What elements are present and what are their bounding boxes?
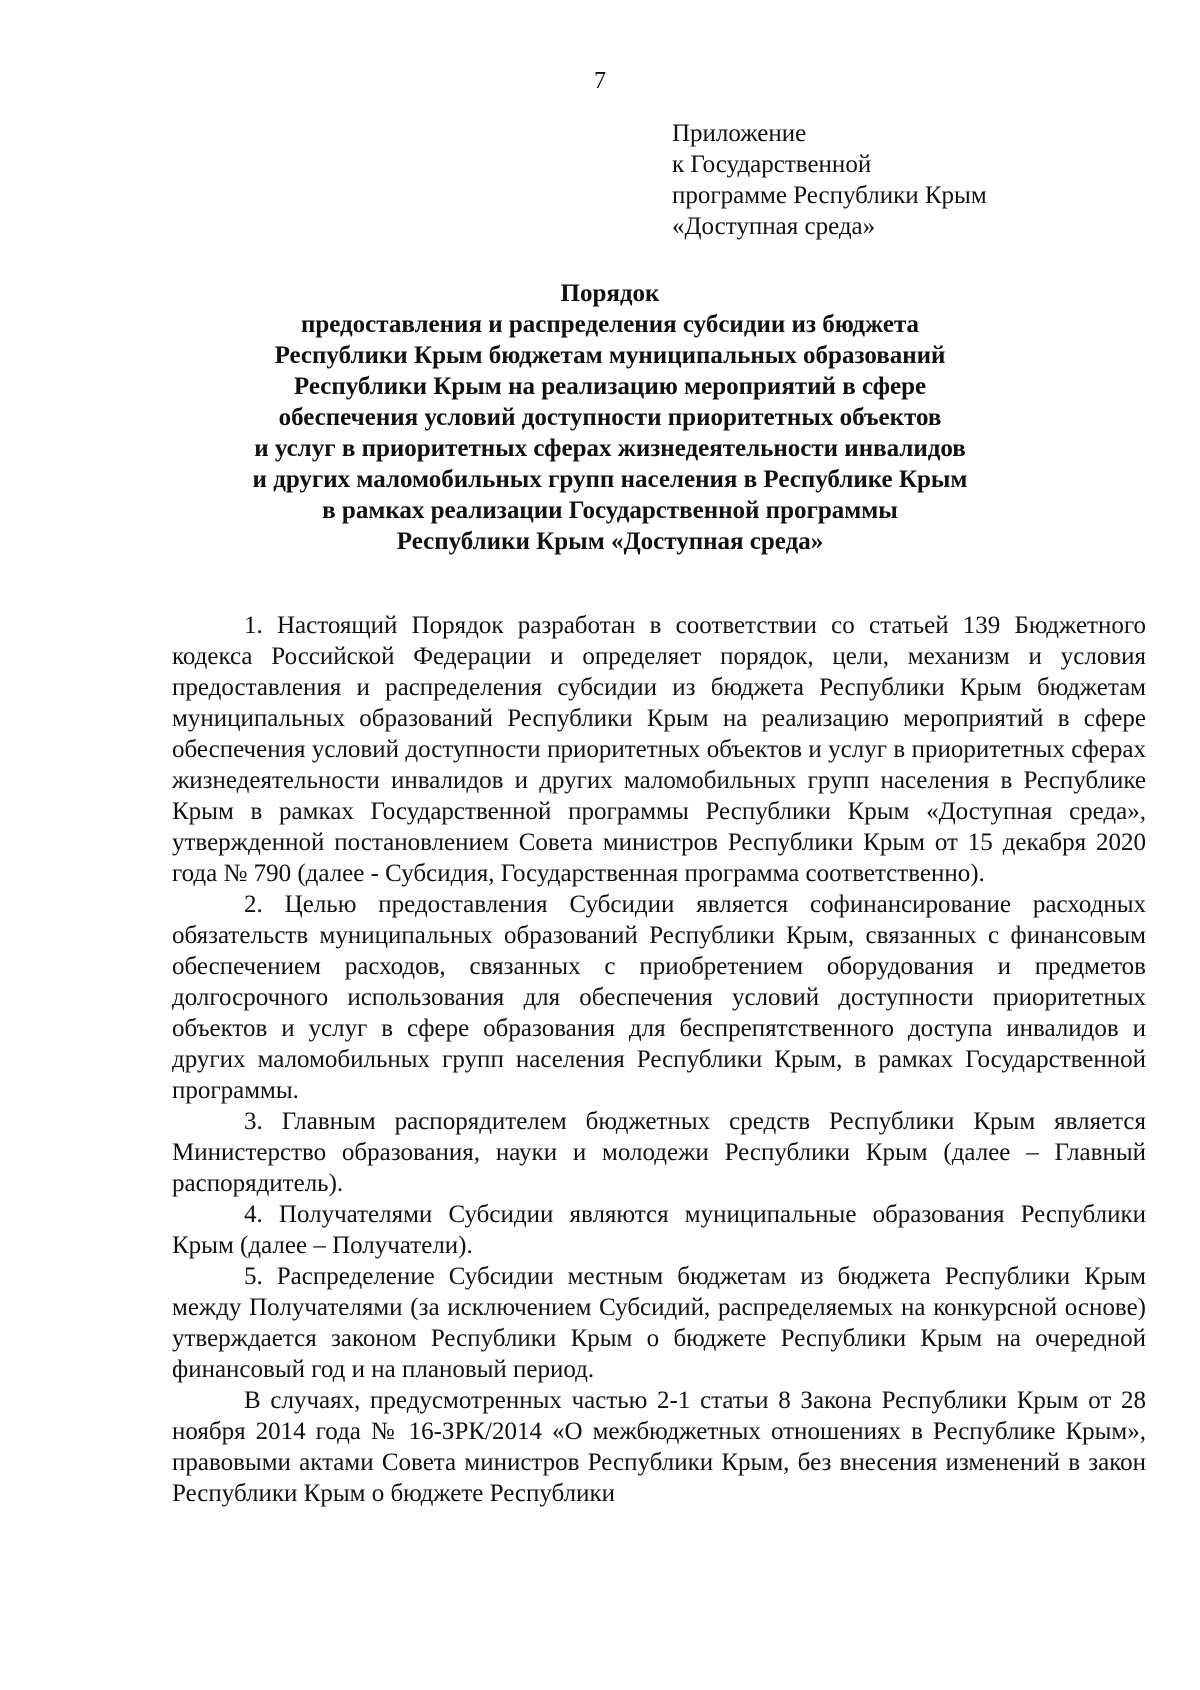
title-line: Республики Крым бюджетам муниципальных образований bbox=[274, 342, 946, 369]
title-heading: Порядок bbox=[560, 280, 660, 307]
title-line: и других маломобильных групп населения в Республике Крым bbox=[252, 466, 968, 493]
title-line: предоставления и распределения субсидии из бюджета bbox=[300, 311, 920, 338]
paragraph-5: 5. Распределение Субсидии местным бюджетам из бюджета Республики Крым между Получателями (за исключением Субсидий, распределяемых на конкурсной основе) утверждается законом Республики Крым о бюджете Республики Крым на очередной финансовый год и на плановый период. bbox=[172, 1263, 1146, 1383]
title-line: обеспечения условий доступности приоритетных объектов bbox=[278, 404, 942, 431]
title-line: Республики Крым «Доступная среда» bbox=[396, 528, 824, 555]
appendix-line: программе Республики Крым bbox=[672, 182, 987, 209]
title-line: Республики Крым на реализацию мероприятий в сфере bbox=[293, 373, 927, 400]
title-line: и услуг в приоритетных сферах жизнедеятельности инвалидов bbox=[254, 435, 966, 462]
paragraph-3: 3. Главным распорядителем бюджетных средств Республики Крым является Министерство образования, науки и молодежи Республики Крым (далее – Главный распорядитель). bbox=[172, 1108, 1146, 1197]
page-number: 7 bbox=[594, 68, 606, 94]
appendix-line: Приложение bbox=[672, 120, 807, 147]
appendix-line: «Доступная среда» bbox=[672, 213, 876, 240]
paragraph-2: 2. Целью предоставления Субсидии является софинансирование расходных обязательств муниципальных образований Республики Крым, связанных с финансовым обеспечением расходов, связанных с приобретением оборудования и предметов долгосрочного использования для обеспечения условий доступности приоритетных объектов и услуг в сфере образования для беспрепятственного доступа инвалидов и других маломобильных групп населения Республики Крым, в рамках Государственной программы. bbox=[172, 891, 1146, 1104]
document-body bbox=[172, 610, 1146, 1509]
paragraph-1: 1. Настоящий Порядок разработан в соответствии со статьей 139 Бюджетного кодекса Российской Федерации и определяет порядок, цели, механизм и условия предоставления и распределения субсидии из бюджета Республики Крым бюджетам муниципальных образований Республики Крым на реализацию мероприятий в сфере обеспечения условий доступности приоритетных объектов и услуг в приоритетных сферах жизнедеятельности инвалидов и других маломобильных групп населения в Республике Крым в рамках Государственной программы Республики Крым «Доступная среда», утвержденной постановлением Совета министров Республики Крым от 15 декабря 2020 года № 790 (далее - Субсидия, Государственная программа соответственно). bbox=[172, 612, 1146, 887]
appendix-line: к Государственной bbox=[672, 151, 872, 178]
appendix-note bbox=[672, 118, 987, 242]
document-title bbox=[170, 278, 1050, 557]
title-line: в рамках реализации Государственной программы bbox=[322, 497, 898, 524]
paragraph-4: 4. Получателями Субсидии являются муниципальные образования Республики Крым (далее – Получатели). bbox=[172, 1201, 1146, 1259]
paragraph-6: В случаях, предусмотренных частью 2-1 статьи 8 Закона Республики Крым от 28 ноября 2014 года № 16-ЗРК/2014 «О межбюджетных отношениях в Республике Крым», правовыми актами Совета министров Республики Крым, без внесения изменений в закон Республики Крым о бюджете Республики bbox=[172, 1387, 1146, 1507]
